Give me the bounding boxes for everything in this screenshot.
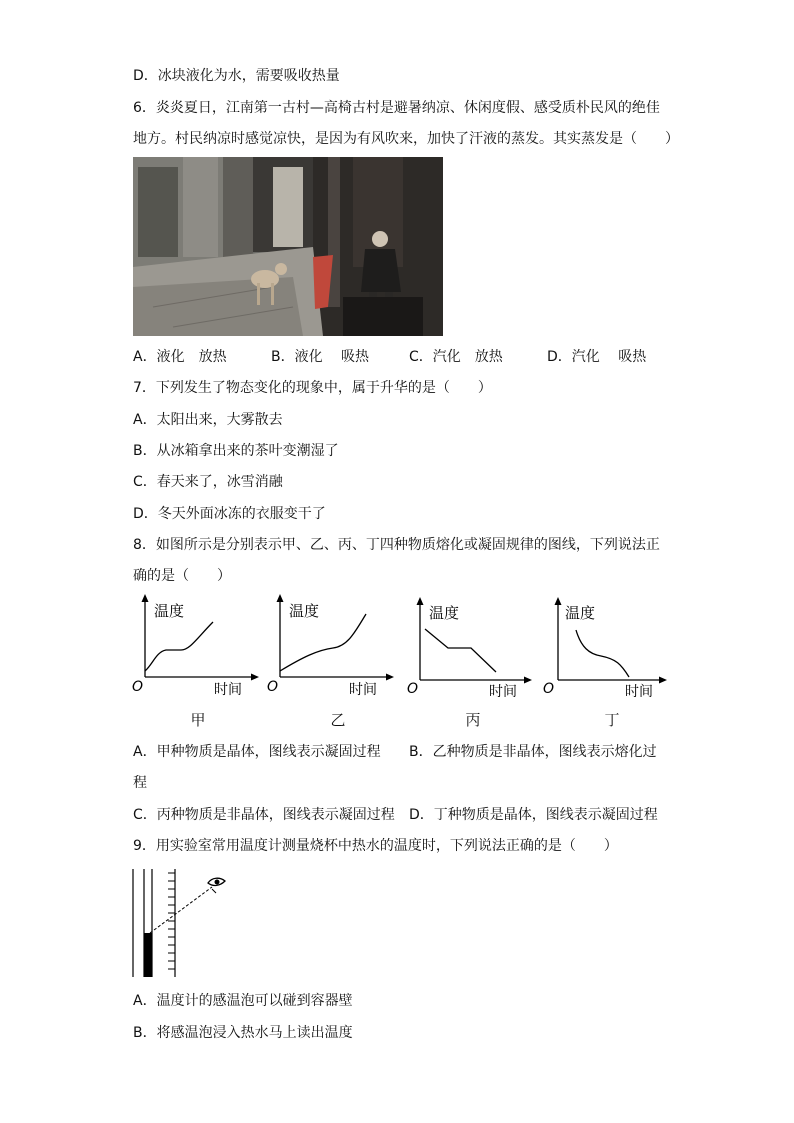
q8-option-c: C．丙种物质是非晶体，图线表示凝固过程 bbox=[133, 807, 395, 823]
q9-option-a: A．温度计的感温泡可以碰到容器壁 bbox=[133, 993, 353, 1009]
x-axis-label: 时间 bbox=[214, 682, 242, 697]
q9-option-b: B．将感温泡浸入热水马上读出温度 bbox=[133, 1025, 353, 1041]
origin-label: O bbox=[267, 679, 279, 695]
curve-yi bbox=[280, 614, 366, 671]
q7-stem: 7．下列发生了物态变化的现象中，属于升华的是（ ） bbox=[133, 380, 492, 396]
y-axis-label: 温度 bbox=[154, 602, 185, 620]
mercury-column bbox=[145, 933, 152, 977]
q8-option-a: A．甲种物质是晶体，图线表示凝固过程 bbox=[133, 744, 381, 760]
eye-icon bbox=[208, 878, 225, 893]
graph-jia bbox=[128, 592, 268, 697]
graph-ding bbox=[541, 592, 681, 697]
q6-option-a: A．液化 放热 bbox=[133, 349, 227, 365]
q6-option-c: C．汽化 放热 bbox=[409, 349, 503, 365]
q6-option-b: B．液化 吸热 bbox=[271, 349, 370, 365]
q6-stem-line2: 地方。村民纳凉时感觉凉快，是因为有风吹来，加快了汗液的蒸发。其实蒸发是（ ） bbox=[133, 131, 679, 147]
x-axis-label: 时间 bbox=[349, 682, 377, 697]
q6-option-d: D．汽化 吸热 bbox=[547, 349, 647, 365]
q8-stem-line1: 8．如图所示是分别表示甲、乙、丙、丁四种物质熔化或凝固规律的图线，下列说法正 bbox=[133, 537, 660, 553]
y-axis-label: 温度 bbox=[289, 602, 320, 620]
y-axis-label: 温度 bbox=[429, 604, 460, 622]
q7-option-a: A．太阳出来，大雾散去 bbox=[133, 412, 283, 428]
graph-label-jia: 甲 bbox=[190, 711, 206, 729]
graph-yi bbox=[263, 592, 403, 697]
origin-label: O bbox=[407, 681, 419, 697]
q8-option-d: D．丁种物质是晶体，图线表示凝固过程 bbox=[409, 807, 658, 823]
x-axis-label: 时间 bbox=[625, 684, 653, 697]
curve-jia bbox=[145, 622, 213, 671]
origin-label: O bbox=[132, 679, 144, 695]
graph-label-bing: 丙 bbox=[465, 711, 481, 729]
q7-option-d: D．冬天外面冰冻的衣服变干了 bbox=[133, 506, 326, 522]
q7-option-c: C．春天来了，冰雪消融 bbox=[133, 474, 283, 490]
y-axis-label: 温度 bbox=[565, 604, 596, 622]
curve-ding bbox=[576, 630, 629, 677]
graph-label-ding: 丁 bbox=[604, 711, 620, 729]
q8-option-b: B．乙种物质是非晶体，图线表示熔化过 bbox=[409, 744, 657, 760]
village-photo bbox=[133, 157, 443, 336]
q7-option-b: B．从冰箱拿出来的茶叶变潮湿了 bbox=[133, 443, 339, 459]
graph-label-yi: 乙 bbox=[330, 711, 346, 729]
x-axis-label: 时间 bbox=[489, 684, 517, 697]
origin-label: O bbox=[543, 681, 555, 697]
q5-option-d: D．冰块液化为水，需要吸收热量 bbox=[133, 68, 340, 84]
q6-stem-line1: 6．炎炎夏日，江南第一古村—高椅古村是避暑纳凉、休闲度假、感受质朴民风的绝佳 bbox=[133, 100, 660, 116]
curve-bing bbox=[425, 629, 496, 672]
q9-stem: 9．用实验室常用温度计测量烧杯中热水的温度时，下列说法正确的是（ ） bbox=[133, 838, 618, 854]
sight-line bbox=[150, 887, 212, 933]
q8-stem-line2: 确的是（ ） bbox=[133, 568, 231, 584]
thermometer-diagram bbox=[128, 867, 228, 979]
graph-bing bbox=[403, 592, 543, 697]
q8-option-b-cont: 程 bbox=[133, 775, 147, 791]
